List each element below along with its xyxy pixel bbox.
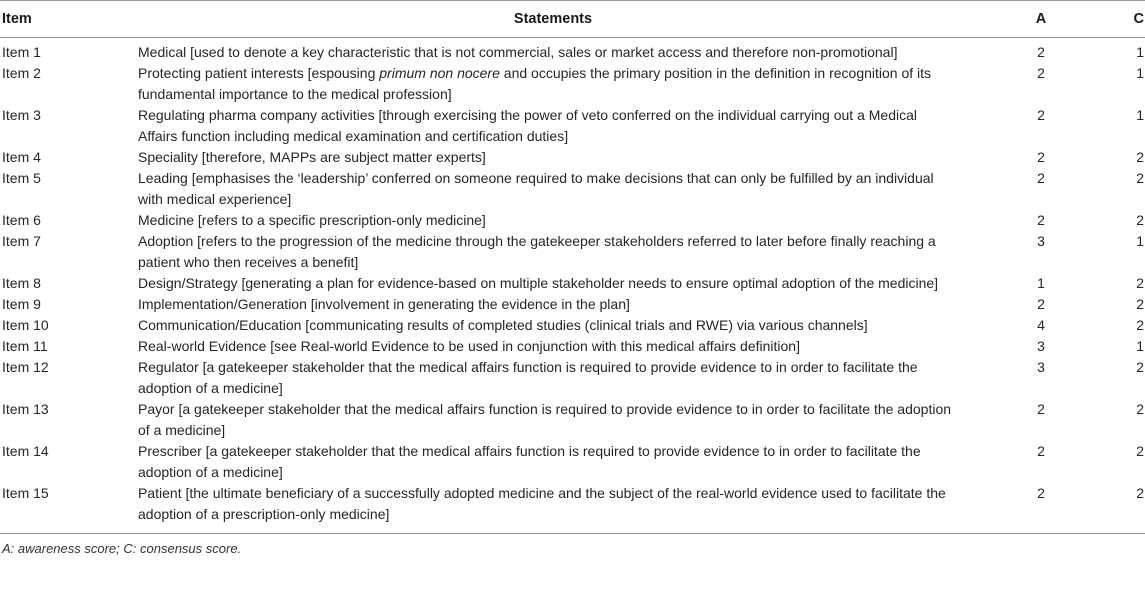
table-footnote: A: awareness score; C: consensus score.	[2, 541, 242, 556]
statement-text: Payor [a gatekeeper stakeholder that the medical affairs function is required to provide evidence to in order to facilitate the adoption of a medicine]	[138, 401, 952, 438]
row-statement	[138, 315, 968, 336]
row-awareness-score: 2	[1037, 65, 1045, 81]
row-statement	[138, 483, 968, 534]
statement-text: Speciality [therefore, MAPPs are subject matter experts]	[138, 149, 486, 165]
row-statement	[138, 294, 968, 315]
row-statement	[138, 441, 968, 483]
statement-text: Design/Strategy [generating a plan for evidence-based on multiple stakeholder needs to ensure optimal adoption of the medicine]	[138, 275, 939, 291]
row-awareness-score: 2	[1037, 170, 1045, 186]
row-item-label: Item 7	[2, 233, 41, 249]
table-body	[0, 38, 1145, 534]
row-item-label: Item 11	[2, 338, 48, 354]
row-awareness-score: 2	[1037, 296, 1045, 312]
header-row	[0, 1, 1145, 38]
row-awareness-score: 2	[1037, 44, 1045, 60]
table-row	[0, 315, 1145, 336]
column-header-statements: Statements	[138, 1, 968, 38]
row-consensus-score: 1	[1136, 65, 1144, 81]
table-row	[0, 63, 1145, 105]
row-item-label: Item 12	[2, 359, 49, 375]
row-consensus-score: 1	[1136, 233, 1144, 249]
table-row	[0, 357, 1145, 399]
table-row	[0, 210, 1145, 231]
row-item-label: Item 4	[2, 149, 41, 165]
row-awareness-score: 2	[1037, 443, 1045, 459]
row-consensus-score: 1	[1136, 338, 1144, 354]
row-item-label: Item 13	[2, 401, 49, 417]
row-item-label: Item 1	[2, 44, 41, 60]
row-awareness-score: 3	[1037, 359, 1045, 375]
statement-emphasis: primum non nocere	[379, 65, 500, 81]
statement-text: Protecting patient interests [espousing	[138, 65, 380, 81]
row-consensus-score: 1	[1136, 44, 1144, 60]
statement-text-continued: and occupies the primary position in the definition in recognition of its fundamental importance to the medical profession]	[138, 65, 932, 102]
statement-text: Communication/Education [communicating results of completed studies (clinical trials and RWE) via various channels]	[138, 317, 868, 333]
row-awareness-score: 3	[1037, 233, 1045, 249]
row-statement	[138, 357, 968, 399]
row-statement	[138, 105, 968, 147]
row-item-label: Item 3	[2, 107, 41, 123]
row-awareness-score: 2	[1037, 401, 1045, 417]
statement-text: Prescriber [a gatekeeper stakeholder that the medical affairs function is required to provide evidence to in order to facilitate the adoption of a medicine]	[138, 443, 921, 480]
row-awareness-score: 2	[1037, 107, 1045, 123]
row-item-label: Item 9	[2, 296, 41, 312]
row-awareness-score: 4	[1037, 317, 1045, 333]
table-row	[0, 336, 1145, 357]
row-statement	[138, 147, 968, 168]
row-consensus-score: 2	[1136, 212, 1144, 228]
row-consensus-score: 2	[1114, 483, 1145, 534]
row-item-label: Item 10	[2, 317, 49, 333]
row-statement	[138, 231, 968, 273]
column-header-consensus: C	[1114, 1, 1145, 38]
row-consensus-score: 2	[1136, 296, 1144, 312]
row-item-label: Item 8	[2, 275, 41, 291]
row-consensus-score: 2	[1136, 170, 1144, 186]
row-statement	[138, 273, 968, 294]
statement-text: Medicine [refers to a specific prescription-only medicine]	[138, 212, 486, 228]
row-item-label: Item 5	[2, 170, 41, 186]
row-statement	[138, 168, 968, 210]
statement-text: Patient [the ultimate beneficiary of a successfully adopted medicine and the subject of the real-world evidence used to facilitate the adoption of a prescription-only medicine]	[138, 485, 946, 522]
row-consensus-score: 2	[1136, 149, 1144, 165]
table-row	[0, 399, 1145, 441]
row-consensus-score: 2	[1136, 401, 1144, 417]
row-statement	[138, 38, 968, 64]
row-awareness-score: 2	[1037, 149, 1045, 165]
row-item-label: Item 6	[2, 212, 41, 228]
statement-text: Adoption [refers to the progression of the medicine through the gatekeeper stakeholders referred to later before finally reaching a patient who then receives a benefit]	[138, 233, 936, 270]
statement-text: Leading [emphasises the ‘leadership’ conferred on someone required to make decisions that can only be fulfilled by an individual with medical experience]	[138, 170, 934, 207]
row-consensus-score: 1	[1136, 107, 1144, 123]
table-row	[0, 147, 1145, 168]
row-consensus-score: 2	[1136, 317, 1144, 333]
row-consensus-score: 2	[1136, 443, 1144, 459]
column-header-item: Item	[0, 1, 138, 38]
table-row	[0, 294, 1145, 315]
row-statement	[138, 210, 968, 231]
table-row	[0, 105, 1145, 147]
table-row	[0, 38, 1145, 64]
table-header	[0, 1, 1145, 38]
statement-text: Medical [used to denote a key characteristic that is not commercial, sales or market access and therefore non-promotional]	[138, 44, 898, 60]
row-item-label: Item 14	[2, 443, 49, 459]
table-row	[0, 168, 1145, 210]
row-awareness-score: 1	[1037, 275, 1045, 291]
row-awareness-score: 2	[1037, 212, 1045, 228]
table-row	[0, 231, 1145, 273]
statement-text: Real-world Evidence [see Real-world Evidence to be used in conjunction with this medical affairs definition]	[138, 338, 800, 354]
row-statement	[138, 336, 968, 357]
row-item-label: Item 2	[2, 65, 41, 81]
row-item-label: Item 15	[0, 483, 138, 534]
column-header-awareness: A	[968, 1, 1114, 38]
table-row	[0, 483, 1145, 534]
table-row	[0, 273, 1145, 294]
row-awareness-score: 2	[968, 483, 1114, 534]
row-consensus-score: 2	[1136, 275, 1144, 291]
row-awareness-score: 3	[1037, 338, 1045, 354]
table-row	[0, 441, 1145, 483]
row-statement	[138, 63, 968, 105]
statement-text: Regulator [a gatekeeper stakeholder that the medical affairs function is required to provide evidence to in order to facilitate the adoption of a medicine]	[138, 359, 918, 396]
row-consensus-score: 2	[1136, 359, 1144, 375]
statement-text: Regulating pharma company activities [through exercising the power of veto conferred on the individual carrying out a Medical Affairs function including medical examination and certification duties]	[138, 107, 917, 144]
row-statement	[138, 399, 968, 441]
statement-text: Implementation/Generation [involvement in generating the evidence in the plan]	[138, 296, 630, 312]
